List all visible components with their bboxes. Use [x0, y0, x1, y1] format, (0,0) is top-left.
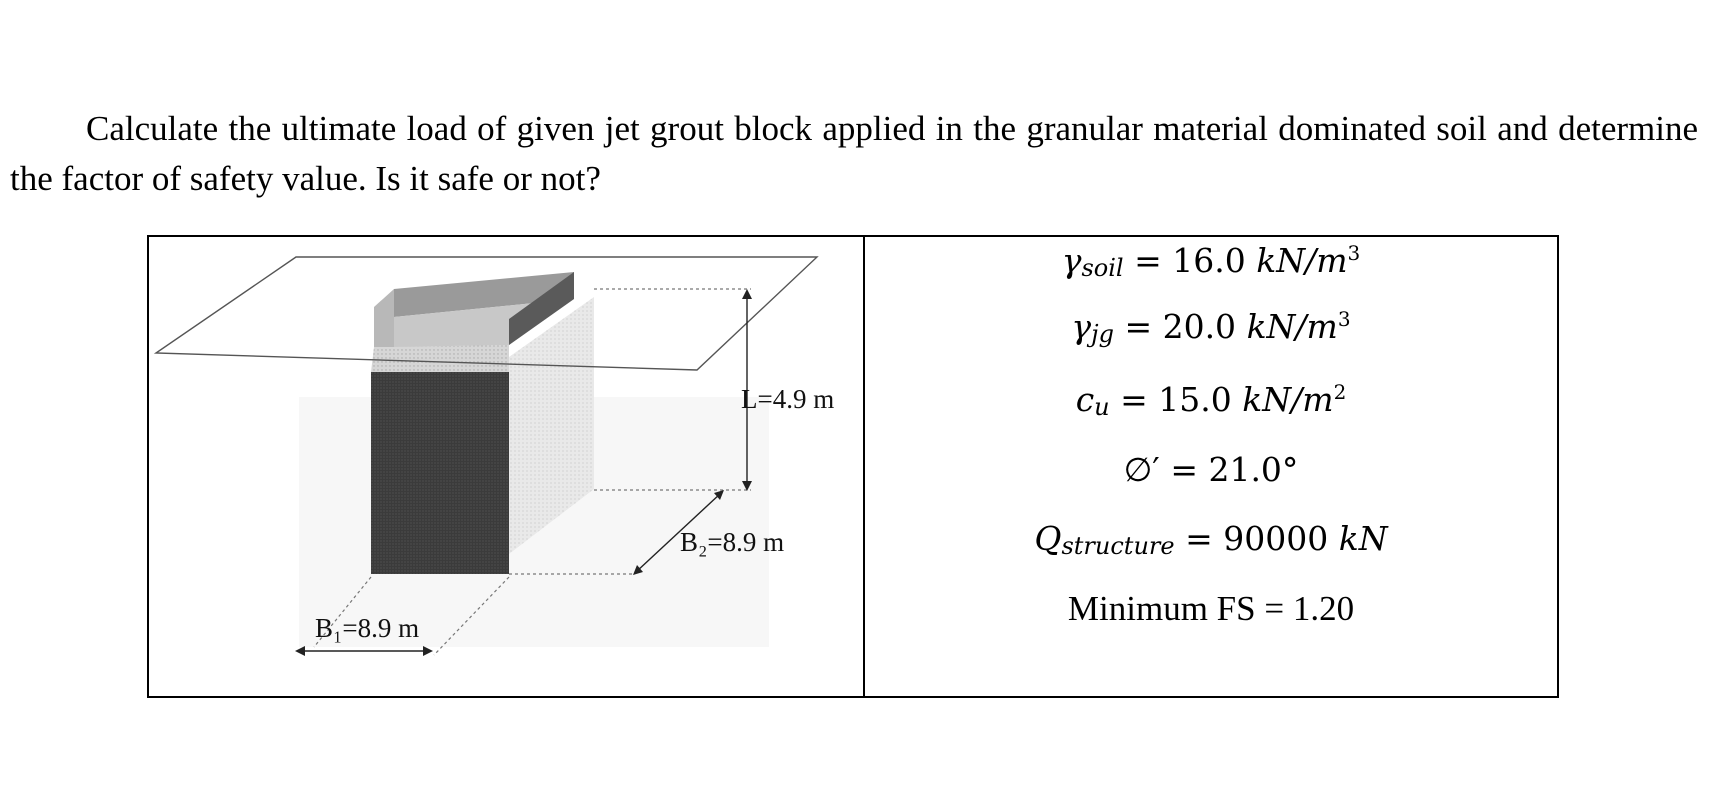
gamma-jg-exponent: 3 [1337, 307, 1351, 331]
param-gamma-soil [865, 241, 1557, 280]
slab-left-side [374, 289, 394, 347]
cu-subscript: u [1094, 393, 1110, 421]
block-cap-front [371, 345, 509, 372]
gamma-jg-value: = 20.0 [1124, 307, 1237, 346]
min-fs-text: Minimum FS = 1.20 [1067, 589, 1355, 628]
param-phi [865, 450, 1557, 489]
gamma-soil-value: = 16.0 [1134, 241, 1246, 280]
gamma-soil-unit: kN/m [1256, 241, 1348, 280]
cu-exponent: 2 [1333, 380, 1347, 404]
gamma-jg-subscript: jg [1091, 320, 1114, 348]
phi-value: = 21.0° [1170, 450, 1299, 489]
param-gamma-jg [865, 307, 1557, 346]
q-structure-symbol: Q [1034, 519, 1062, 558]
question-text [10, 104, 1698, 204]
gamma-soil-symbol: γ [1061, 241, 1082, 280]
phi-symbol: ∅′ [1123, 450, 1160, 489]
question-content: Calculate the ultimate load of given jet grout block applied in the granular material dominated soil and determine the factor of safety value. Is it safe or not? [10, 109, 1698, 198]
gamma-soil-exponent: 3 [1347, 241, 1361, 265]
parameters-panel [865, 237, 1557, 696]
param-q-structure [865, 519, 1557, 558]
param-cu [865, 380, 1557, 419]
L-label: L=4.9 m [741, 384, 835, 414]
q-structure-value: = 90000 [1185, 519, 1329, 558]
param-min-fs [865, 589, 1557, 629]
q-structure-subscript: structure [1061, 532, 1175, 560]
gamma-soil-subscript: soil [1081, 254, 1124, 282]
jet-grout-block-figure [149, 237, 863, 696]
B2-label: B₂=8.9 m [680, 527, 785, 557]
gamma-jg-unit: kN/m [1246, 307, 1338, 346]
B1-label: B₁=8.9 m [315, 613, 420, 643]
B1-arrow-left [295, 646, 305, 656]
cu-value: = 15.0 [1120, 380, 1232, 419]
B1-arrow-right [423, 646, 433, 656]
cu-symbol: c [1075, 380, 1095, 419]
gamma-jg-symbol: γ [1071, 307, 1092, 346]
block-front-face [371, 372, 509, 574]
cu-unit: kN/m [1242, 380, 1334, 419]
q-structure-unit: kN [1338, 519, 1388, 558]
L-arrow-top [742, 289, 752, 299]
